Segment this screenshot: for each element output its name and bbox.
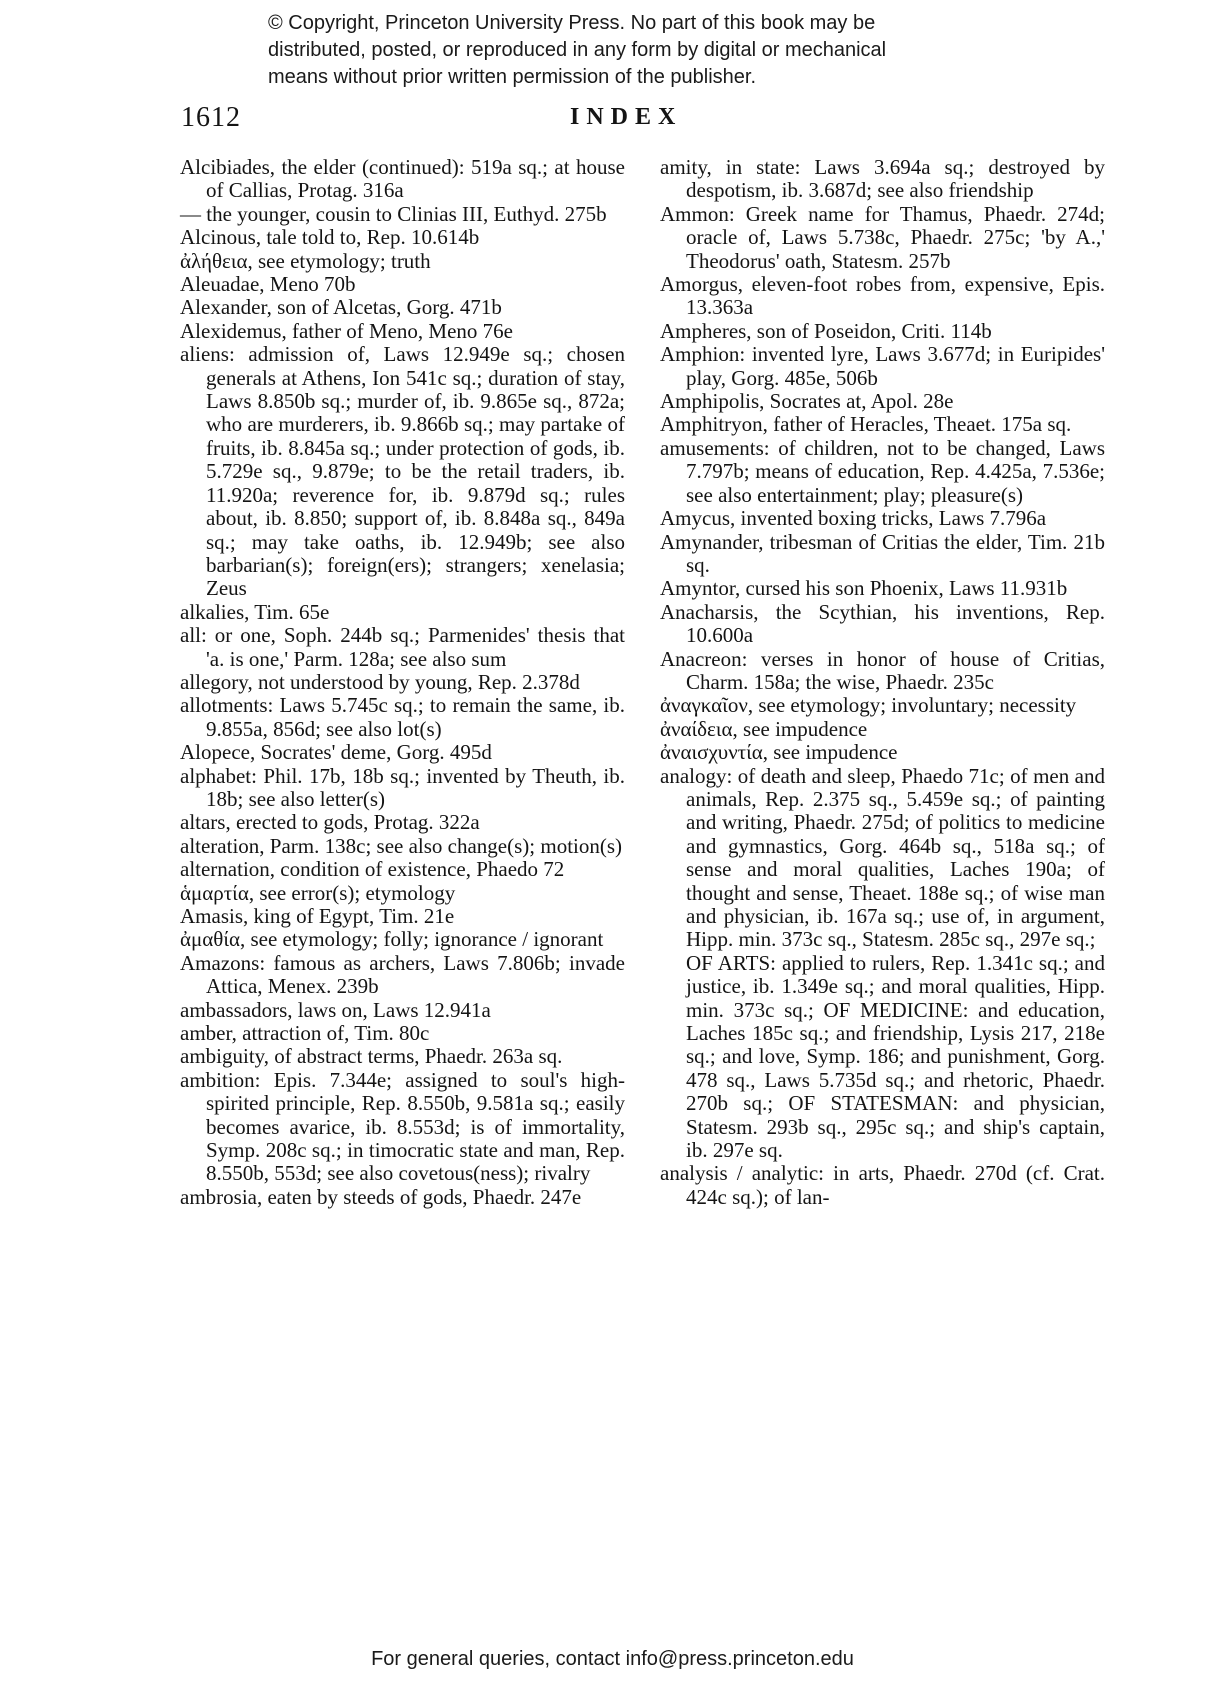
index-entry: Anacharsis, the Scythian, his inventions, Rep. 10.600a — [660, 599, 1105, 648]
index-entry: ἀμαθία, see etymology; folly; ignorance / ignorant — [180, 927, 604, 952]
index-entry: ambition: Epis. 7.344e; assigned to soul's high-spirited principle, Rep. 8.550b, 9.581a sq.; easily becomes avarice, ib. 8.553d; is of immortality, Symp. 208c sq.; in timocratic state and man, Rep. 8.550b, 553d; see also covetous(ness); rivalry — [180, 1067, 625, 1186]
index-entry: aliens: admission of, Laws 12.949e sq.; chosen generals at Athens, Ion 541c sq.; duration of stay, Laws 8.850b sq.; murder of, ib. 9.865e sq., 872a; who are murderers, ib. 9.866b sq.; may partake of fruits, ib. 8.845a sq.; under protection of gods, ib. 5.729e sq., 9.879e; to be the retail traders, ib. 11.920a; reverence for, ib. 9.879d sq.; rules about, ib. 8.850; support of, ib. 8.848a sq., 849a sq.; may take oaths, ib. 12.949b; see also barbarian(s); foreign(ers); strangers; xenelasia; Zeus — [180, 342, 625, 601]
index-entry: ἀναγκαῖον, see etymology; involuntary; necessity — [660, 693, 1077, 718]
index-entry: Amyntor, cursed his son Phoenix, Laws 11.931b — [660, 576, 1068, 601]
index-entry: Ampheres, son of Poseidon, Criti. 114b — [660, 318, 992, 343]
copyright-line: distributed, posted, or reproduced in any form by digital or mechanical — [268, 39, 887, 61]
index-entry: Alcinous, tale told to, Rep. 10.614b — [180, 225, 480, 250]
index-entry: — the younger, cousin to Clinias III, Euthyd. 275b — [180, 201, 607, 226]
index-entry: Alopece, Socrates' deme, Gorg. 495d — [180, 740, 492, 765]
index-entry: amusements: of children, not to be changed, Laws 7.797b; means of education, Rep. 4.425a, 7.536e; see also entertainment; play; pleasure(s) — [660, 435, 1105, 507]
index-entry: ambiguity, of abstract terms, Phaedr. 263a sq. — [180, 1044, 563, 1069]
index-entry: Amynander, tribesman of Critias the elder, Tim. 21b sq. — [660, 529, 1105, 577]
index-entry: Amphitryon, father of Heracles, Theaet. 175a sq. — [660, 412, 1072, 437]
index-entry: Alexander, son of Alcetas, Gorg. 471b — [180, 295, 502, 320]
footer-contact: For general queries, contact info@press.princeton.edu — [371, 1648, 854, 1670]
index-entry: ambassadors, laws on, Laws 12.941a — [180, 997, 491, 1022]
index-entry: Alcibiades, the elder (continued): 519a sq.; at house of Callias, Protag. 316a — [180, 155, 625, 203]
index-entry: analogy: of death and sleep, Phaedo 71c; of men and animals, Rep. 2.375 sq., 5.459e sq.; of painting and writing, Phaedr. 275d; of politics to medicine and gymnastics, Gorg. 464b sq., 518a sq.; of sense and moral qualities, Laches 190a; of thought and sense, Theaet. 188e sq.; of wise man and physician, ib. 167a sq.; use of, in argument, Hipp. min. 373c sq., Statesm. 285c sq., 297e sq.; — [660, 763, 1105, 952]
copyright-line: © Copyright, Princeton University Press. No part of this book may be — [268, 12, 876, 34]
index-entry: altars, erected to gods, Protag. 322a — [180, 810, 480, 835]
index-entry: ἁμαρτία, see error(s); etymology — [180, 880, 456, 905]
index-entry: allotments: Laws 5.745c sq.; to remain the same, ib. 9.855a, 856d; see also lot(s) — [180, 693, 625, 741]
index-entry: Amorgus, eleven-foot robes from, expensive, Epis. 13.363a — [660, 272, 1105, 320]
index-column-left — [180, 156, 625, 1209]
index-entry: Ammon: Greek name for Thamus, Phaedr. 274d; oracle of, Laws 5.738c, Phaedr. 275c; 'by A.,' Theodorus' oath, Statesm. 257b — [660, 201, 1105, 273]
index-entry: ambrosia, eaten by steeds of gods, Phaedr. 247e — [180, 1184, 582, 1209]
index-entry: alteration, Parm. 138c; see also change(s); motion(s) — [180, 833, 623, 858]
index-entry: amber, attraction of, Tim. 80c — [180, 1021, 430, 1046]
index-entry: allegory, not understood by young, Rep. 2.378d — [180, 669, 580, 694]
index-entry: Amycus, invented boxing tricks, Laws 7.796a — [660, 506, 1047, 531]
index-entry: Amasis, king of Egypt, Tim. 21e — [180, 904, 455, 928]
index-entry: alkalies, Tim. 65e — [180, 599, 330, 624]
index-entry: analysis / analytic: in arts, Phaedr. 270d (cf. Crat. 424c sq.); of lan- — [660, 1161, 1105, 1209]
index-entry: Alexidemus, father of Meno, Meno 76e — [180, 318, 513, 343]
index-entry: Amazons: famous as archers, Laws 7.806b; invade Attica, Menex. 239b — [180, 950, 625, 999]
index-entry: all: or one, Soph. 244b sq.; Parmenides' thesis that 'a. is one,' Parm. 128a; see also sum — [180, 623, 625, 671]
index-entry: Amphion: invented lyre, Laws 3.677d; in Euripides' play, Gorg. 485e, 506b — [660, 342, 1105, 390]
copyright-notice — [268, 10, 1028, 91]
index-column-right — [660, 156, 1105, 1209]
index-subentry: OF ARTS: applied to rulers, Rep. 1.341c sq.; and justice, ib. 1.349e sq.; and moral qualities, Hipp. min. 373c sq.; OF MEDICINE: and education, Laches 185c sq.; and friendship, Lysis 217, 218e sq.; and love, Symp. 186; and punishment, Gorg. 478 sq., Laws 5.735d sq.; and rhetoric, Phaedr. 270b sq.; OF STATESMAN: and physician, Statesm. 293b sq., 295c sq.; and ship's captain, ib. 297e sq. — [686, 950, 1105, 1163]
index-entry: alphabet: Phil. 17b, 18b sq.; invented by Theuth, ib. 18b; see also letter(s) — [180, 763, 625, 811]
index-entry: Aleuadae, Meno 70b — [180, 272, 356, 297]
index-entry: ἀναίδεια, see impudence — [660, 716, 868, 741]
index-entry: Anacreon: verses in honor of house of Critias, Charm. 158a; the wise, Phaedr. 235c — [660, 646, 1105, 694]
index-entry: amity, in state: Laws 3.694a sq.; destroyed by despotism, ib. 3.687d; see also friendship — [660, 155, 1105, 203]
copyright-line: means without prior written permission of the publisher. — [268, 66, 757, 88]
index-entry: ἀναισχυντία, see impudence — [660, 740, 898, 765]
index-entry: ἀλήθεια, see etymology; truth — [180, 248, 431, 273]
running-head: INDEX — [570, 104, 683, 130]
index-entry: alternation, condition of existence, Phaedo 72 — [180, 857, 565, 882]
index-entry: Amphipolis, Socrates at, Apol. 28e — [660, 389, 954, 414]
page-number: 1612 — [181, 102, 241, 133]
